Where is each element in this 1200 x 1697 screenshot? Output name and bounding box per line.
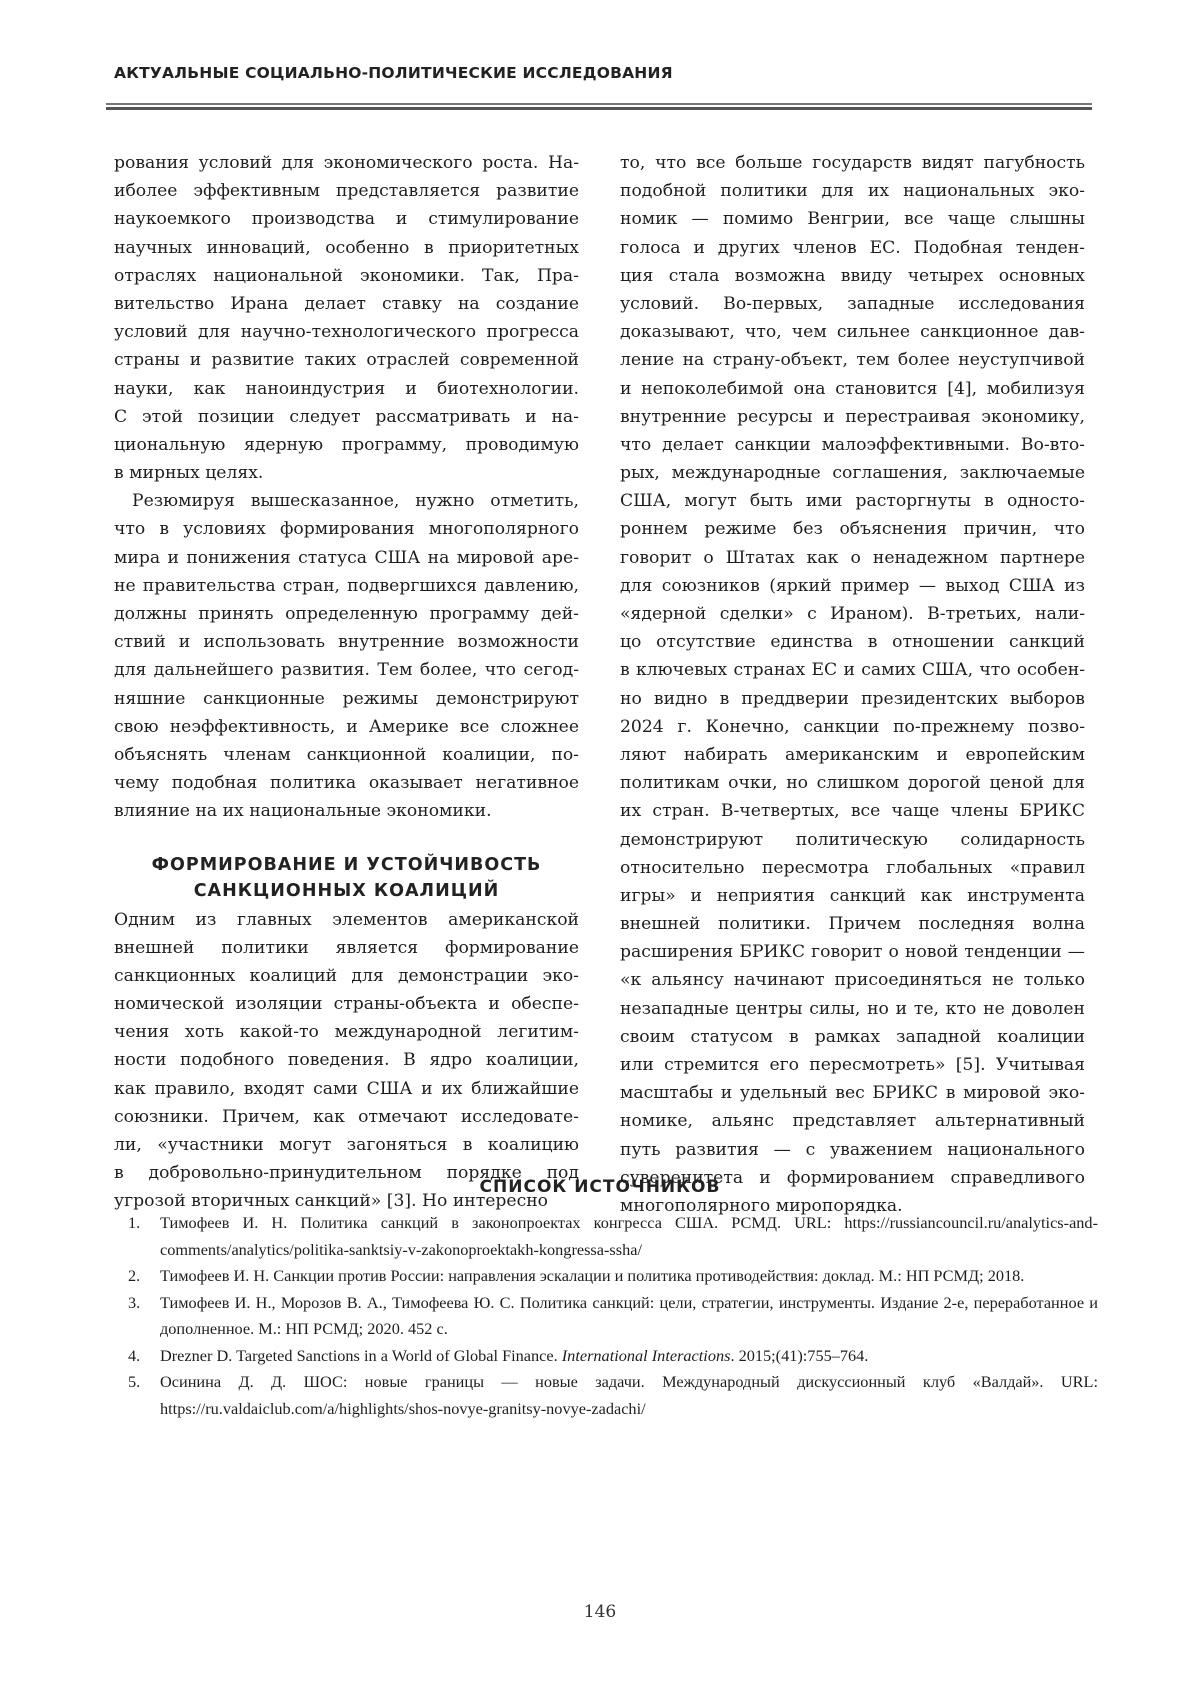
text-line: их стран. В-четвертых, все чаще члены БРИКС: [620, 801, 1085, 822]
reference-text-part: Drezner D. Targeted Sanctions in a World of Global Finance.: [160, 1345, 562, 1365]
reference-text: [160, 1343, 1098, 1370]
header-rule: [106, 103, 1092, 110]
text-line: Резюмируя вышесказанное, нужно отметить,: [132, 491, 579, 512]
text-line: номике, альянс представляет альтернативный: [620, 1111, 1085, 1132]
text-line: своим статусом в рамках западной коалиции: [620, 1026, 1085, 1047]
text-line: внешней политики. Причем последняя волна: [620, 914, 1085, 935]
text-line: ция стала возможна ввиду четырех основных: [620, 265, 1085, 286]
journal-title: International Interactions: [561, 1345, 731, 1365]
text-line: для дальнейшего развития. Тем более, что сегод-: [114, 660, 579, 681]
text-line: демонстрируют политическую солидарность: [620, 829, 1085, 850]
text-line: «к альянсу начинают присоединяться не только: [620, 970, 1085, 991]
text-line: ляют набирать американским и европейским: [620, 744, 1085, 765]
text-line: для союзников (яркий пример — выход США из: [620, 575, 1085, 596]
text-line: ли, «участники могут загоняться в коалицию: [114, 1135, 579, 1155]
left-column: [114, 149, 579, 1216]
reference-text: Тимофеев И. Н. Санкции против России: направления эскалации и политика противодействия: доклад. М.: НП РСМД; 2018.: [160, 1266, 1025, 1285]
text-line: что делает санкции малоэффективными. Во-вто-: [620, 434, 1085, 455]
text-line: путь развития — с уважением национального: [620, 1139, 1085, 1160]
reference-item: [128, 1343, 1098, 1370]
text-line: ление на страну-объект, тем более неуступчивой: [620, 350, 1085, 371]
section-heading-line-2: САНКЦИОННЫХ КОАЛИЦИЙ: [193, 880, 500, 901]
right-column: [620, 149, 1085, 1220]
reference-text: Тимофеев И. Н. Политика санкций в законопроектах конгресса США. РСМД. URL: https://russiancouncil.ru/analytics-and-comments/analytics/politika-sanktsiy-v-zakonoproektakh-kongressa-ssha/: [160, 1213, 1098, 1259]
text-line: ности подобного поведения. В ядро коалиции,: [114, 1050, 579, 1071]
text-line: мира и понижения статуса США на мировой аре-: [114, 547, 579, 568]
references-title: СПИСОК ИСТОЧНИКОВ: [479, 1177, 721, 1197]
paragraph-3: [114, 906, 579, 1216]
text-line: научных инноваций, особенно в приоритетных: [114, 237, 579, 258]
text-line: санкционных коалиций для демонстрации эко-: [114, 965, 579, 986]
text-line: как правило, входят сами США и их ближайшие: [114, 1078, 579, 1099]
reference-text: Тимофеев И. Н., Морозов В. А., Тимофеева Ю. С. Политика санкций: цели, стратегии, инструменты. Издание 2-е, переработанное и дополненное. М.: НП РСМД; 2020. 452 с.: [160, 1292, 1098, 1338]
text-line: масштабы и удельный вес БРИКС в мировой эко-: [620, 1083, 1085, 1104]
reference-number: 2.: [128, 1266, 141, 1285]
reference-number: 5.: [128, 1372, 141, 1391]
text-line: говорит о Штатах как о ненадежном партнере: [620, 547, 1085, 568]
paragraph-4: [620, 149, 1085, 1220]
text-line: в мирных целях.: [114, 463, 264, 484]
text-line: союзники. Причем, как отмечают исследовате-: [114, 1106, 579, 1127]
paragraph-1: [114, 149, 579, 487]
text-line: политикам очки, но слишком дорогой ценой для: [620, 773, 1085, 794]
text-line: свою неэффективность, и Америке все сложнее: [114, 716, 579, 737]
text-line: влияние на их национальные экономики.: [114, 801, 492, 822]
text-line: игры» и неприятия санкций как инструмента: [620, 885, 1085, 906]
section-heading-line-1: ФОРМИРОВАНИЕ И УСТОЙЧИВОСТЬ: [151, 854, 542, 875]
text-line: рых, международные соглашения, заключаемые: [620, 463, 1085, 484]
text-line: расширения БРИКС говорит о новой тенденции —: [620, 942, 1085, 963]
reference-item: [128, 1263, 1098, 1290]
reference-text: Осинина Д. Д. ШОС: новые границы — новые задачи. Международный дискуссионный клуб «Валдай». URL: https://ru.valdaiclub.com/a/highlights/shos-novye-granitsy-novye-zadachi/: [160, 1372, 1098, 1418]
text-line: номик — помимо Венгрии, все чаще слышны: [620, 209, 1085, 230]
text-line: внутренние ресурсы и перестраивая экономику,: [620, 406, 1085, 427]
text-line: рования условий для экономического роста. На-: [114, 153, 579, 173]
text-line: подобной политики для их национальных эко-: [620, 181, 1085, 202]
text-line: роннем режиме без объяснения причин, что: [620, 519, 1085, 540]
reference-item: [128, 1369, 1098, 1422]
text-line: не правительства стран, подвергшихся давлению,: [114, 575, 579, 596]
reference-number: 4.: [128, 1345, 141, 1365]
text-line: США, могут быть ими расторгнуты в односто-: [620, 491, 1085, 512]
text-line: внешней политики является формирование: [114, 937, 579, 958]
text-line: суверенитета и формированием справедливого: [620, 1167, 1085, 1188]
text-line: и непоколебимой она становится [4], мобилизуя: [620, 378, 1085, 399]
paragraph-2: [114, 487, 579, 825]
reference-item: [128, 1290, 1098, 1343]
text-line: условий для научно-технологического прогресса: [114, 322, 579, 343]
reference-text-part: . 2015;(41):755–764.: [730, 1345, 869, 1365]
page-number: 146: [583, 1602, 617, 1622]
text-line: или стремится его пересмотреть» [5]. Учитывая: [620, 1055, 1085, 1075]
text-line: доказывают, что, чем сильнее санкционное дав-: [620, 322, 1085, 343]
text-line: в добровольно-принудительном порядке под: [114, 1163, 579, 1184]
reference-number: 3.: [128, 1292, 141, 1312]
section-heading: [114, 852, 579, 904]
text-line: то, что все больше государств видят пагубность: [620, 153, 1085, 173]
text-line: номической изоляции страны-объекта и обеспе-: [114, 994, 579, 1015]
text-line: С этой позиции следует рассматривать и на-: [114, 406, 579, 427]
text-line: но видно в преддверии президентских выборов: [620, 688, 1085, 709]
text-line: чему подобная политика оказывает негативное: [114, 773, 579, 794]
text-line: ствий и использовать внутренние возможности: [114, 632, 579, 653]
running-title: АКТУАЛЬНЫЕ СОЦИАЛЬНО-ПОЛИТИЧЕСКИЕ ИССЛЕДОВАНИЯ: [114, 64, 673, 82]
text-line: чения хоть какой-то международной легитим-: [114, 1022, 579, 1043]
text-line: вительство Ирана делает ставку на создание: [114, 293, 579, 314]
text-line: отраслях национальной экономики. Так, Пра-: [114, 265, 579, 286]
text-line: объяснять членам санкционной коалиции, по-: [114, 744, 579, 765]
text-line: многополярного миропорядка.: [620, 1195, 903, 1216]
text-line: страны и развитие таких отраслей современной: [114, 350, 579, 371]
text-line: циональную ядерную программу, проводимую: [114, 434, 579, 455]
text-line: наукоемкого производства и стимулирование: [114, 209, 579, 230]
text-line: няшние санкционные режимы демонстрируют: [114, 688, 579, 709]
text-line: незападные центры силы, но и те, кто не доволен: [620, 998, 1085, 1019]
text-line: 2024 г. Конечно, санкции по-прежнему позво-: [620, 716, 1085, 737]
text-line: угрозой вторичных санкций» [3]. Но интересно: [114, 1191, 549, 1212]
references-list: [128, 1210, 1098, 1422]
text-line: «ядерной сделки» с Ираном). В-третьих, нали-: [620, 604, 1085, 624]
text-line: иболее эффективным представляется развитие: [114, 181, 579, 202]
text-line: голоса и других членов ЕС. Подобная тенден-: [620, 237, 1085, 258]
header-rule-thick: [106, 107, 1092, 110]
text-line: должны принять определенную программу дей-: [114, 604, 579, 624]
text-line: в ключевых странах ЕС и самих США, что особен-: [620, 660, 1085, 681]
text-line: науки, как наноиндустрия и биотехнологии.: [114, 378, 579, 399]
reference-item: [128, 1210, 1098, 1263]
text-line: что в условиях формирования многополярного: [114, 519, 579, 540]
text-line: условий. Во-первых, западные исследования: [620, 293, 1085, 314]
text-line: цо отсутствие единства в отношении санкций: [620, 632, 1085, 653]
reference-number: 1.: [128, 1213, 141, 1232]
text-line: Одним из главных элементов американской: [114, 909, 579, 930]
text-line: относительно пересмотра глобальных «правил: [620, 857, 1085, 878]
